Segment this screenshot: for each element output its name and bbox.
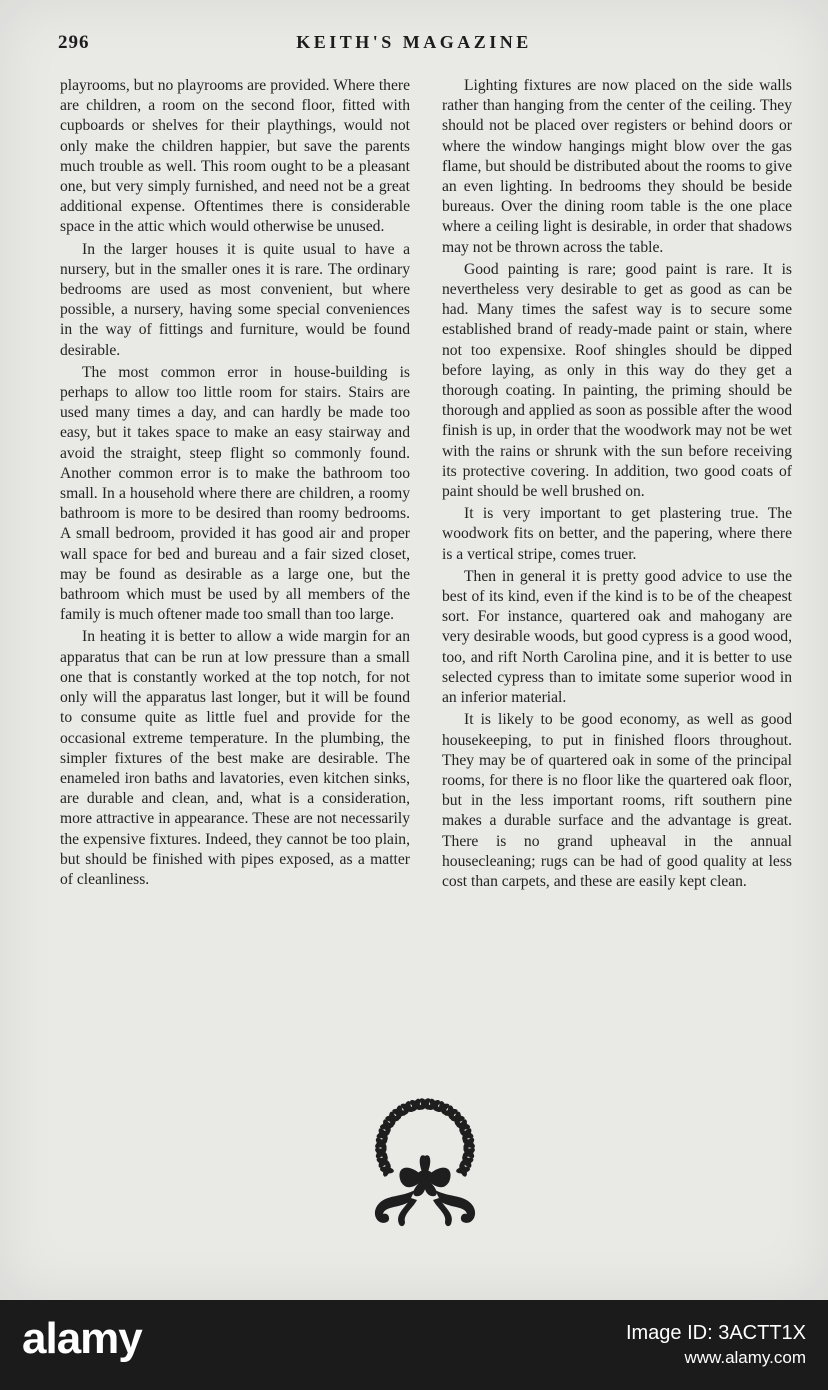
paragraph: In the larger houses it is quite usual to have a nursery, but in the smaller ones it is rare. The ordinary bedrooms are used as most convenient, but where possible, a nursery, having some special conveniences in the way of fittings and furniture, would be found desirable. [60, 240, 410, 359]
page-number: 296 [58, 32, 90, 53]
paragraph: The most common error in house-building is perhaps to allow too little room for stairs. Stairs are used many times a day, and can hardly be made too easy, but it takes space to make an easy stairway and avoid the straight, steep flight so commonly found. Another common error is to make the bathroom too small. In a household where there are children, a roomy bathroom is more to be desired than roomy bedrooms. A small bedroom, provided it has good air and proper wall space for bed and bureau and a fair sized closet, may be found as desirable as a large one, but the bathroom which must be used by all members of the family is much oftener made too small than too large. [60, 363, 410, 624]
laurel-wreath-ribbon-icon [355, 1090, 495, 1235]
running-head: KEITH'S MAGAZINE [296, 32, 532, 52]
paragraph: In heating it is better to allow a wide margin for an apparatus that can be run at low pressure than a small one that is constantly worked at the top notch, for not only will the apparatus last longer, but it will be found to consume quite as little fuel and provide for the occasional extreme temperature. In the plumbing, the simpler fixtures of the best make are desirable. The enameled iron baths and lavatories, even kitchen sinks, are durable and clean, and, what is a consideration, more attractive in appearance. These are not necessarily the expensive fixtures. Indeed, they cannot be too plain, but should be finished with pipes exposed, as a matter of cleanliness. [60, 628, 410, 888]
paragraph: It is likely to be good economy, as well as good housekeeping, to put in finished floors throughout. They may be of quartered oak in some of the principal rooms, for there is no floor like the quartered oak floor, but in the less important rooms, rift southern pine makes a durable surface and the advantage is great. There is no grand upheaval in the annual housecleaning; rugs can be had of good quality at less cost than carpets, and these are easily kept clean. [442, 711, 792, 890]
watermark-image-id: Image ID: 3ACTT1X [625, 1322, 806, 1344]
paragraph: playrooms, but no playrooms are provided. Where there are children, a room on the second floor, fitted with cupboards or shelves for their playthings, would not only make the children happier, but save the parents much trouble as well. This room ought to be a pleasant one, but very simply furnished, and need not be a great additional expense. Oftentimes there is considerable space in the attic which would otherwise be unused. [60, 77, 410, 236]
paragraph: It is very important to get plastering true. The woodwork fits on better, and the papering, where there is a vertical stripe, comes truer. [442, 505, 792, 563]
page-header [0, 28, 828, 58]
paragraph: Lighting fixtures are now placed on the side walls rather than hanging from the center of the ceiling. They should not be placed over registers or behind doors or where the window hangings might blow over the gas flame, but should be distributed about the rooms to give an even lighting. In bedrooms they should be beside bureaus. Over the dining room table is the one place where a ceiling light is desirable, in order that shadows may not be thrown across the table. [442, 77, 792, 256]
paragraph: Then in general it is pretty good advice to use the best of its kind, even if the kind is to be of the cheapest sort. For instance, quartered oak and mahogany are very desirable woods, but good cypress is a good wood, too, and rift North Carolina pine, and it is better to use selected cypress than to imitate some superior wood in an inferior material. [442, 567, 792, 707]
watermark-logo: alamy [22, 1314, 142, 1363]
watermark-bar [0, 1300, 828, 1390]
right-column [442, 76, 792, 894]
paragraph: Good painting is rare; good paint is rare. It is nevertheless very desirable to get as good as can be had. Many times the safest way is to secure some established brand of ready-made paint or stain, where not too expensixe. Roof shingles should be dipped before laying, as only in this way do they get a thorough coating. In painting, the priming should be thorough and applied as soon as possible after the wood finish is up, in order that the woodwork may not be wet with the rains or shrunk with the sun before receiving its protective covering. In addition, two good coats of paint should be well brushed on. [442, 260, 792, 501]
watermark-url: www.alamy.com [684, 1348, 806, 1367]
left-column [60, 76, 410, 892]
